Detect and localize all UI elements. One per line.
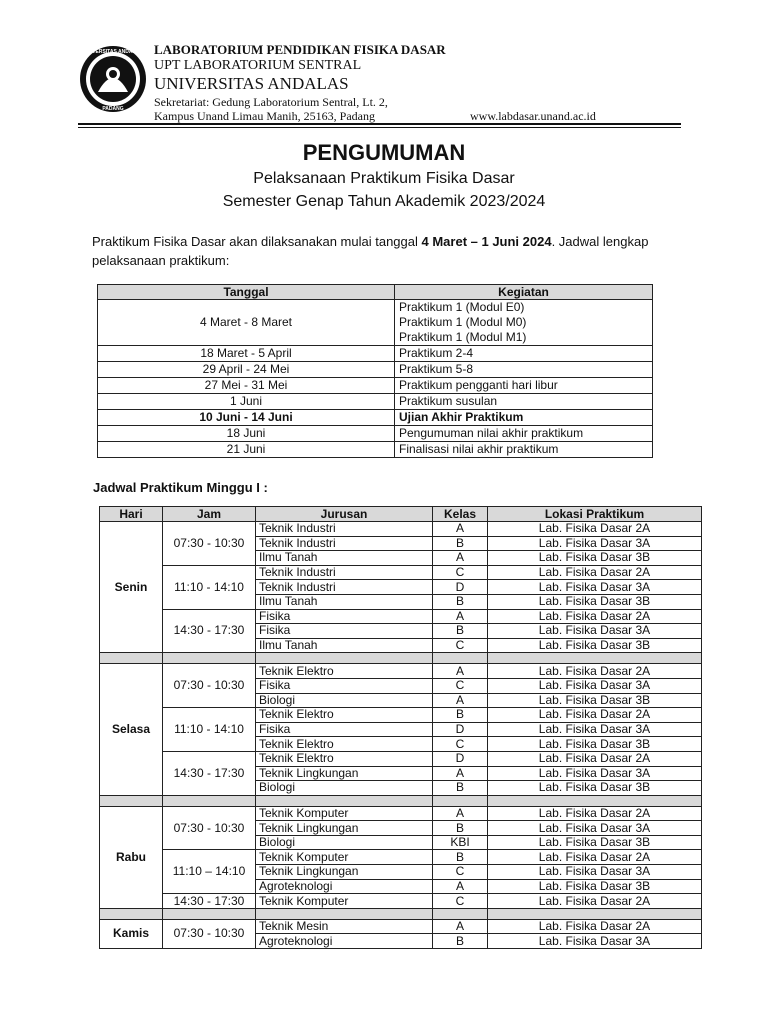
department-cell: Teknik Lingkungan (256, 865, 433, 880)
time-cell: 14:30 - 17:30 (163, 751, 256, 795)
class-cell: D (433, 722, 488, 737)
day-cell: Rabu (100, 806, 163, 908)
schedule-date: 18 Maret - 5 April (98, 346, 395, 362)
department-cell: Teknik Lingkungan (256, 766, 433, 781)
department-cell: Ilmu Tanah (256, 551, 433, 566)
separator-cell (488, 908, 702, 919)
location-cell: Lab. Fisika Dasar 3A (488, 766, 702, 781)
department-cell: Fisika (256, 678, 433, 693)
location-cell: Lab. Fisika Dasar 3B (488, 835, 702, 850)
separator-cell (433, 795, 488, 806)
university-name: UNIVERSITAS ANDALAS (154, 74, 349, 93)
location-cell: Lab. Fisika Dasar 2A (488, 894, 702, 909)
department-cell: Teknik Industri (256, 536, 433, 551)
header-jurusan: Jurusan (256, 507, 433, 522)
header-tanggal: Tanggal (98, 285, 395, 300)
header-lokasi: Lokasi Praktikum (488, 507, 702, 522)
weekly-row (100, 894, 702, 909)
activity-line: Praktikum 1 (Modul E0) (399, 300, 525, 314)
schedule-row (98, 394, 653, 410)
schedule-row (98, 378, 653, 394)
activity-line: Finalisasi nilai akhir praktikum (399, 442, 559, 456)
class-cell: B (433, 850, 488, 865)
lab-name: LABORATORIUM PENDIDIKAN FISIKA DASAR (154, 42, 446, 57)
website-link[interactable]: www.labdasar.unand.ac.id (470, 109, 596, 123)
location-cell: Lab. Fisika Dasar 3B (488, 737, 702, 752)
separator-cell (433, 653, 488, 664)
class-cell: C (433, 565, 488, 580)
location-cell: Lab. Fisika Dasar 3A (488, 536, 702, 551)
location-cell: Lab. Fisika Dasar 2A (488, 751, 702, 766)
class-cell: B (433, 594, 488, 609)
location-cell: Lab. Fisika Dasar 3B (488, 879, 702, 894)
separator-cell (433, 908, 488, 919)
class-cell: A (433, 879, 488, 894)
weekly-row (100, 850, 702, 865)
location-cell: Lab. Fisika Dasar 2A (488, 522, 702, 537)
schedule-date: 10 Juni - 14 Juni (98, 410, 395, 426)
day-cell: Senin (100, 522, 163, 653)
class-cell: C (433, 865, 488, 880)
day-separator (100, 795, 702, 806)
location-cell: Lab. Fisika Dasar 3A (488, 678, 702, 693)
separator-cell (488, 653, 702, 664)
class-cell: C (433, 737, 488, 752)
schedule-activity (395, 394, 653, 410)
weekly-schedule-title: Jadwal Praktikum Minggu I : (93, 480, 268, 495)
header-kegiatan: Kegiatan (395, 285, 653, 300)
separator-cell (163, 653, 256, 664)
location-cell: Lab. Fisika Dasar 3B (488, 781, 702, 796)
activity-line: Praktikum susulan (399, 394, 498, 408)
announcement-subtitle: Pelaksanaan Praktikum Fisika Dasar (253, 170, 515, 187)
location-cell: Lab. Fisika Dasar 2A (488, 806, 702, 821)
schedule-date: 1 Juni (98, 394, 395, 410)
letterhead-rule-thin (78, 127, 681, 128)
department-cell: Teknik Komputer (256, 894, 433, 909)
separator-cell (256, 908, 433, 919)
department-cell: Teknik Elektro (256, 751, 433, 766)
separator-cell (488, 795, 702, 806)
department-cell: Teknik Mesin (256, 919, 433, 934)
department-cell: Teknik Lingkungan (256, 821, 433, 836)
department-cell: Teknik Elektro (256, 664, 433, 679)
separator-cell (100, 795, 163, 806)
department-cell: Teknik Industri (256, 522, 433, 537)
class-cell: D (433, 751, 488, 766)
day-cell: Kamis (100, 919, 163, 948)
weekly-schedule-table (99, 506, 702, 949)
separator-cell (163, 908, 256, 919)
weekly-row (100, 522, 702, 537)
weekly-row (100, 708, 702, 723)
time-cell: 07:30 - 10:30 (163, 522, 256, 566)
schedule-activity (395, 346, 653, 362)
location-cell: Lab. Fisika Dasar 2A (488, 919, 702, 934)
department-cell: Teknik Industri (256, 580, 433, 595)
activity-line: Praktikum 2-4 (399, 346, 474, 360)
schedule-row (98, 442, 653, 458)
time-cell: 14:30 - 17:30 (163, 894, 256, 909)
location-cell: Lab. Fisika Dasar 2A (488, 609, 702, 624)
schedule-activity (395, 410, 653, 426)
day-separator (100, 908, 702, 919)
class-cell: C (433, 894, 488, 909)
location-cell: Lab. Fisika Dasar 3A (488, 624, 702, 639)
weekly-row (100, 919, 702, 934)
header-hari: Hari (100, 507, 163, 522)
schedule-row (98, 300, 653, 346)
upt-name: UPT LABORATORIUM SENTRAL (154, 58, 362, 73)
class-cell: A (433, 664, 488, 679)
department-cell: Ilmu Tanah (256, 594, 433, 609)
class-cell: D (433, 580, 488, 595)
header-kelas: Kelas (433, 507, 488, 522)
class-cell: A (433, 919, 488, 934)
schedule-date: 27 Mei - 31 Mei (98, 378, 395, 394)
activity-line: Pengumuman nilai akhir praktikum (399, 426, 584, 440)
department-cell: Teknik Elektro (256, 737, 433, 752)
schedule-row (98, 426, 653, 442)
location-cell: Lab. Fisika Dasar 2A (488, 565, 702, 580)
university-logo (78, 44, 148, 114)
location-cell: Lab. Fisika Dasar 3A (488, 580, 702, 595)
location-cell: Lab. Fisika Dasar 2A (488, 708, 702, 723)
time-cell: 14:30 - 17:30 (163, 609, 256, 653)
class-cell: B (433, 781, 488, 796)
department-cell: Fisika (256, 722, 433, 737)
schedule-date: 21 Juni (98, 442, 395, 458)
schedule-row (98, 362, 653, 378)
schedule-activity (395, 300, 653, 346)
class-cell: B (433, 934, 488, 949)
location-cell: Lab. Fisika Dasar 3B (488, 594, 702, 609)
intro-suffix: . Jadwal lengkap pelaksanaan praktikum: (92, 234, 649, 268)
activity-line: Praktikum 1 (Modul M1) (399, 330, 527, 344)
location-cell: Lab. Fisika Dasar 3A (488, 934, 702, 949)
time-cell: 07:30 - 10:30 (163, 664, 256, 708)
department-cell: Ilmu Tanah (256, 638, 433, 653)
department-cell: Biologi (256, 835, 433, 850)
class-cell: A (433, 806, 488, 821)
class-cell: B (433, 624, 488, 639)
separator-cell (256, 653, 433, 664)
location-cell: Lab. Fisika Dasar 3A (488, 865, 702, 880)
class-cell: C (433, 678, 488, 693)
class-cell: A (433, 609, 488, 624)
location-cell: Lab. Fisika Dasar 2A (488, 664, 702, 679)
department-cell: Agroteknologi (256, 879, 433, 894)
separator-cell (100, 653, 163, 664)
time-cell: 11:10 – 14:10 (163, 850, 256, 894)
separator-cell (100, 908, 163, 919)
academic-year: Semester Genap Tahun Akademik 2023/2024 (222, 193, 546, 210)
activity-line: Ujian Akhir Praktikum (399, 410, 524, 424)
department-cell: Teknik Komputer (256, 806, 433, 821)
department-cell: Agroteknologi (256, 934, 433, 949)
schedule-date: 29 April - 24 Mei (98, 362, 395, 378)
location-cell: Lab. Fisika Dasar 2A (488, 850, 702, 865)
class-cell: A (433, 551, 488, 566)
separator-cell (163, 795, 256, 806)
schedule-activity (395, 442, 653, 458)
class-cell: A (433, 693, 488, 708)
location-cell: Lab. Fisika Dasar 3A (488, 821, 702, 836)
intro-paragraph (92, 232, 672, 270)
department-cell: Teknik Industri (256, 565, 433, 580)
schedule-date: 18 Juni (98, 426, 395, 442)
logo-text-top: UNIVERSITAS ANDALAS (83, 49, 143, 55)
time-cell: 11:10 - 14:10 (163, 565, 256, 609)
secretariat-address: Sekretariat: Gedung Laboratorium Sentral, Lt. 2, (154, 95, 388, 109)
intro-prefix: Praktikum Fisika Dasar akan dilaksanakan mulai tanggal (92, 234, 422, 249)
schedule-activity (395, 362, 653, 378)
class-cell: A (433, 766, 488, 781)
location-cell: Lab. Fisika Dasar 3B (488, 551, 702, 566)
department-cell: Fisika (256, 609, 433, 624)
class-cell: A (433, 522, 488, 537)
weekly-row (100, 664, 702, 679)
separator-cell (256, 795, 433, 806)
class-cell: B (433, 536, 488, 551)
time-cell: 07:30 - 10:30 (163, 806, 256, 850)
activity-line: Praktikum pengganti hari libur (399, 378, 558, 392)
intro-dates: 4 Maret – 1 Juni 2024 (421, 234, 552, 249)
location-cell: Lab. Fisika Dasar 3A (488, 722, 702, 737)
department-cell: Biologi (256, 781, 433, 796)
department-cell: Biologi (256, 693, 433, 708)
class-cell: B (433, 708, 488, 723)
announcement-title: PENGUMUMAN (302, 140, 466, 165)
class-cell: C (433, 638, 488, 653)
day-cell: Selasa (100, 664, 163, 795)
department-cell: Fisika (256, 624, 433, 639)
time-cell: 07:30 - 10:30 (163, 919, 256, 948)
schedule-row (98, 410, 653, 426)
weekly-row (100, 751, 702, 766)
activity-line: Praktikum 1 (Modul M0) (399, 315, 527, 329)
campus-address: Kampus Unand Limau Manih, 25163, Padang (154, 109, 375, 123)
weekly-row (100, 609, 702, 624)
class-cell: KBI (433, 835, 488, 850)
logo-text-bottom: PADANG (102, 106, 124, 112)
day-separator (100, 653, 702, 664)
location-cell: Lab. Fisika Dasar 3B (488, 693, 702, 708)
schedule-activity (395, 426, 653, 442)
weekly-row (100, 565, 702, 580)
class-cell: B (433, 821, 488, 836)
letterhead-rule-thick (78, 123, 681, 125)
schedule-date: 4 Maret - 8 Maret (98, 300, 395, 346)
schedule-table (97, 284, 653, 458)
schedule-row (98, 346, 653, 362)
weekly-row (100, 806, 702, 821)
schedule-activity (395, 378, 653, 394)
department-cell: Teknik Elektro (256, 708, 433, 723)
department-cell: Teknik Komputer (256, 850, 433, 865)
time-cell: 11:10 - 14:10 (163, 708, 256, 752)
location-cell: Lab. Fisika Dasar 3B (488, 638, 702, 653)
activity-line: Praktikum 5-8 (399, 362, 474, 376)
header-jam: Jam (163, 507, 256, 522)
